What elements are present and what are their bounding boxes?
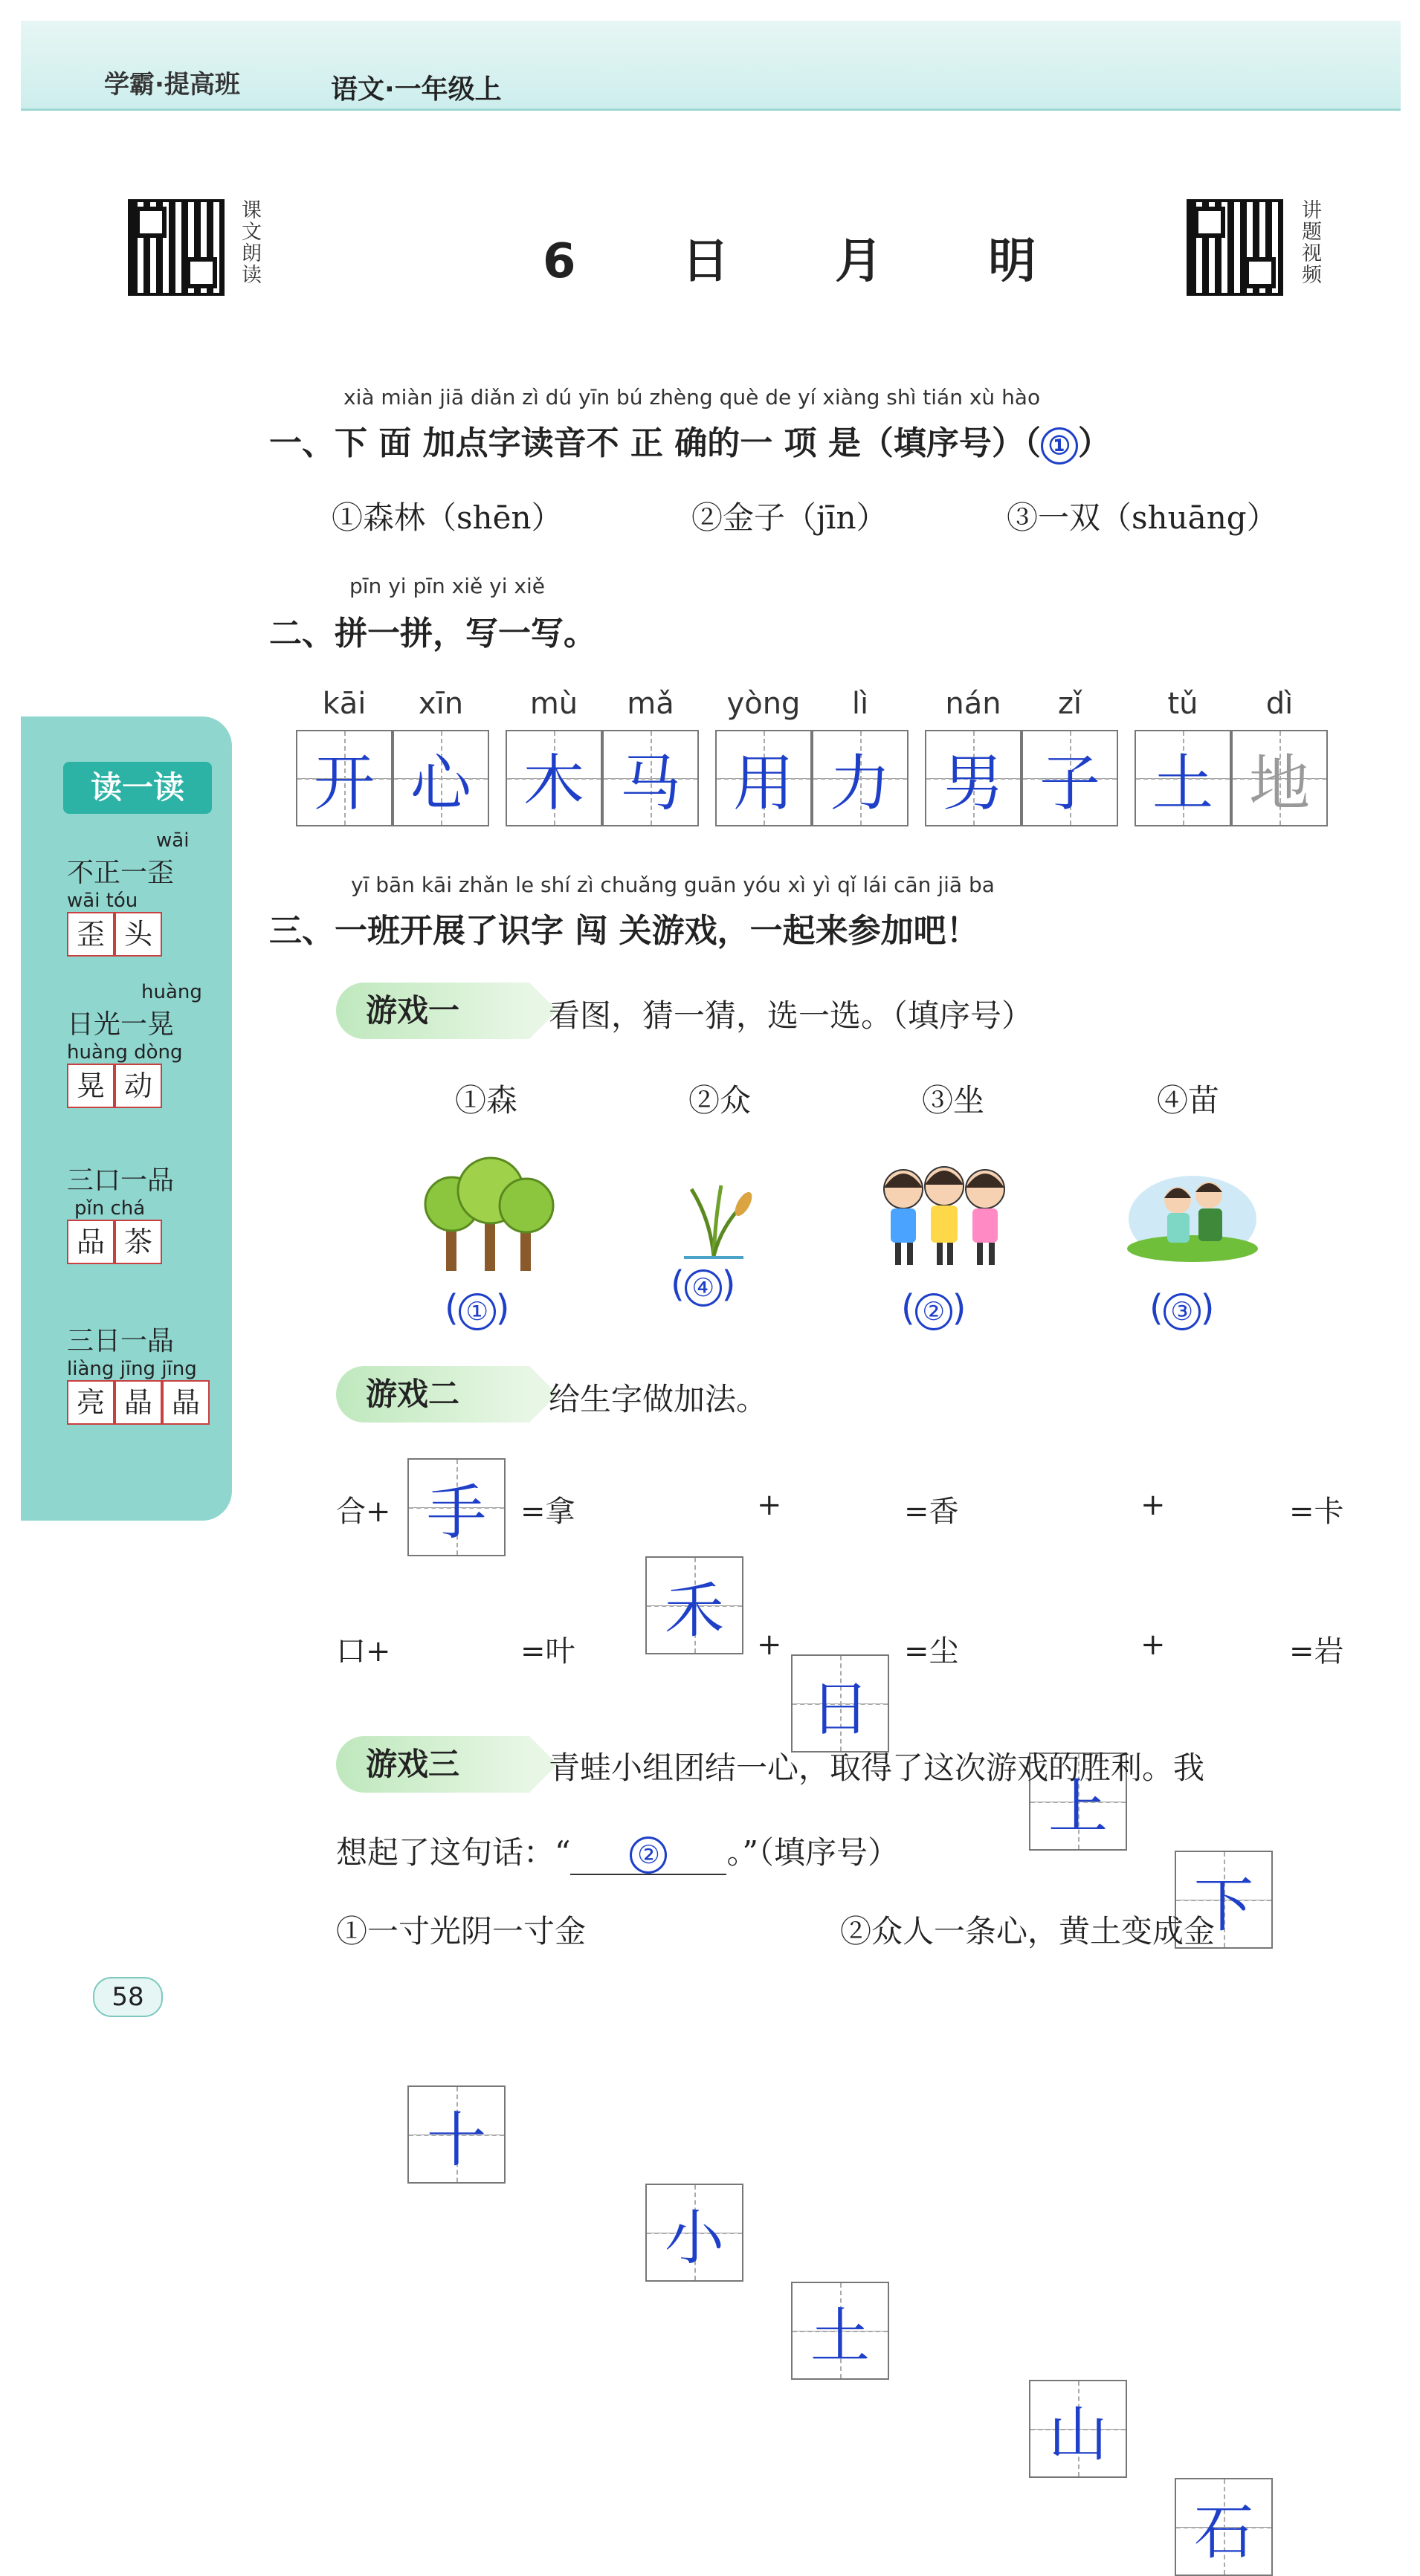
write-group-3 <box>715 687 909 826</box>
q1-answer: ① <box>1041 427 1078 465</box>
qr-right-label: 讲题视频 <box>1298 199 1321 285</box>
brand-label: 学霸·提高班 <box>104 70 240 100</box>
group4-py-2: zǐ <box>1057 687 1082 721</box>
write-cell[interactable]: 山 <box>1029 2380 1127 2478</box>
row1-c-result: =卡 <box>1289 1495 1344 1529</box>
game1-answer-2: ( ④ ) <box>671 1263 736 1305</box>
sidebar-title: 读一读 <box>63 762 212 814</box>
group1-py-2: xīn <box>418 687 464 721</box>
subject-label: 语文·一年级上 <box>331 74 502 105</box>
sidebar-item-pinyin-bottom: pǐn chá <box>74 1197 146 1220</box>
sidebar-item-pinyin-top: wāi <box>156 829 190 852</box>
row2-a-prefix: 口+ <box>336 1634 391 1669</box>
write-group-1 <box>296 687 489 826</box>
game3-line1: 青蛙小组团结一心，取得了这次游戏的胜利。我 <box>549 1750 1205 1786</box>
game3-line2-prefix: 想起了这句话：“ <box>336 1834 571 1871</box>
sidebar-item-4 <box>67 1320 210 1425</box>
group2-py-1: mù <box>529 687 578 721</box>
q1-option-3: ③一双（shuāng） <box>1007 499 1278 536</box>
group2-py-2: mǎ <box>627 687 674 721</box>
write-group-5 <box>1135 687 1328 826</box>
game3-tag: 游戏三 <box>336 1736 529 1793</box>
sidebar-item-3 <box>67 1159 174 1264</box>
sidebar-item-line: 三日一晶 <box>67 1326 175 1356</box>
game1-tag: 游戏一 <box>336 983 529 1039</box>
game1-option-4: ④苗 <box>1157 1082 1220 1119</box>
game1-answer-1: ( ① ) <box>445 1287 510 1329</box>
row1-a-prefix: 合+ <box>336 1495 391 1529</box>
write-cell[interactable]: 十 <box>407 2085 506 2184</box>
game1-instruction: 看图，猜一猜，选一选。（填序号） <box>549 997 1033 1034</box>
sidebar-boxes: 亮 晶 晶 <box>67 1380 210 1425</box>
write-cell[interactable]: 木 <box>506 730 602 826</box>
sidebar-item-line: 三口一品 <box>67 1165 175 1196</box>
group5-py-2: dì <box>1265 687 1294 721</box>
plus-sign: + <box>1140 1488 1166 1522</box>
write-cell[interactable]: 男 <box>925 730 1022 826</box>
game3-line2 <box>336 1828 899 1875</box>
write-cell[interactable]: 开 <box>296 730 393 826</box>
game3-option-1: ①一寸光阴一寸金 <box>336 1913 587 1949</box>
row2-b-result: =尘 <box>904 1634 959 1669</box>
write-cell[interactable]: 地 <box>1231 730 1328 826</box>
game1-option-3: ③坐 <box>922 1082 985 1119</box>
write-cell[interactable]: 石 <box>1175 2478 1273 2576</box>
plus-sign: + <box>757 1488 782 1522</box>
write-cell[interactable]: 子 <box>1022 730 1118 826</box>
game1-answer-3: ( ② ) <box>901 1287 966 1329</box>
q2-text: 二、拼一拼，写一写。 <box>269 615 596 653</box>
qr-code-reading[interactable] <box>128 199 225 296</box>
q3-pinyin: yī bān kāi zhǎn le shí zì chuǎng guān yóu xì yì qǐ lái cān jiā ba <box>351 873 995 897</box>
sidebar-item-1 <box>67 829 189 957</box>
write-group-4 <box>925 687 1118 826</box>
q1-pinyin: xià miàn jiā diǎn zì dú yīn bú zhèng què de yí xiàng shì tián xù hào <box>343 385 1041 410</box>
q3-text: 三、一班开展了识字 闯 关游戏，一起来参加吧！ <box>269 912 979 950</box>
page-number: 58 <box>93 1977 163 2017</box>
sidebar-item-pinyin-bottom: wāi tóu <box>67 890 138 912</box>
sidebar-boxes: 晃 动 <box>67 1064 202 1108</box>
game3-answer-blank[interactable] <box>570 1834 726 1875</box>
sidebar-item-line: 日光一晃 <box>67 1009 175 1040</box>
row2-c-result: =岩 <box>1289 1634 1344 1669</box>
group3-py-1: yòng <box>726 687 801 721</box>
game1-answer-4: ( ③ ) <box>1149 1287 1215 1329</box>
q1-option-2: ②金子（jīn） <box>691 499 888 536</box>
write-cell[interactable]: 小 <box>645 2184 743 2282</box>
lesson-title: 6 日 月 明 <box>543 234 1081 289</box>
write-cell[interactable]: 手 <box>407 1458 506 1556</box>
group1-py-1: kāi <box>322 687 367 721</box>
game3-option-2: ②众人一条心，黄土变成金 <box>840 1913 1216 1949</box>
q1-close: ） <box>1077 424 1111 462</box>
write-cell[interactable]: 土 <box>791 2282 889 2380</box>
sidebar-boxes: 歪 头 <box>67 912 189 957</box>
qr-code-video[interactable] <box>1187 199 1283 296</box>
sidebar-item-pinyin-top: huàng <box>141 981 202 1003</box>
plus-sign: + <box>757 1628 782 1662</box>
pinyin-writing-grid <box>296 687 1359 826</box>
q1-option-1: ①森林（shēn） <box>332 499 563 536</box>
sidebar-item-2 <box>67 981 202 1108</box>
game3-line2-suffix: 。”（填序号） <box>726 1834 899 1871</box>
plus-sign: + <box>1140 1628 1166 1662</box>
write-cell[interactable]: 日 <box>791 1654 889 1753</box>
game2-tag: 游戏二 <box>336 1366 529 1423</box>
game1-option-1: ①森 <box>455 1082 518 1119</box>
group3-py-2: lì <box>851 687 869 721</box>
group4-py-1: nán <box>945 687 1001 721</box>
row1-a-result: =拿 <box>520 1495 575 1529</box>
three-children-icon <box>870 1159 1019 1271</box>
trees-icon <box>424 1152 558 1278</box>
write-cell[interactable]: 土 <box>1135 730 1231 826</box>
row1-b-result: =香 <box>904 1495 959 1529</box>
write-cell[interactable]: 马 <box>602 730 699 826</box>
q2-pinyin: pīn yi pīn xiě yi xiě <box>349 574 545 598</box>
row2-a-result: =叶 <box>520 1634 575 1669</box>
q1-text <box>269 416 1111 465</box>
write-cell[interactable]: 心 <box>393 730 489 826</box>
sidebar-item-pinyin-bottom: liàng jīng jīng <box>67 1358 197 1380</box>
group5-py-1: tǔ <box>1167 687 1198 721</box>
write-cell[interactable]: 禾 <box>645 1556 743 1654</box>
rice-sprout-icon <box>669 1174 758 1263</box>
qr-left-label: 课文朗读 <box>238 199 261 285</box>
game2-instruction: 给生字做加法。 <box>549 1381 768 1417</box>
game3-answer: ② <box>630 1836 667 1874</box>
write-cell[interactable]: 力 <box>812 730 909 826</box>
write-cell[interactable]: 上 <box>1029 1753 1127 1851</box>
two-people-sitting-icon <box>1126 1167 1259 1263</box>
game1-option-2: ②众 <box>688 1082 752 1119</box>
sidebar-boxes: 品 茶 <box>67 1220 174 1264</box>
write-cell[interactable]: 下 <box>1175 1851 1273 1949</box>
q1-prompt: 一、下 面 加点字读音不 正 确的一 项 是（填序号）（ <box>269 424 1041 462</box>
sidebar-item-line: 不正一歪 <box>67 858 175 888</box>
write-cell[interactable]: 用 <box>715 730 812 826</box>
write-group-2 <box>506 687 699 826</box>
sidebar-item-pinyin-bottom: huàng dòng <box>67 1041 183 1064</box>
